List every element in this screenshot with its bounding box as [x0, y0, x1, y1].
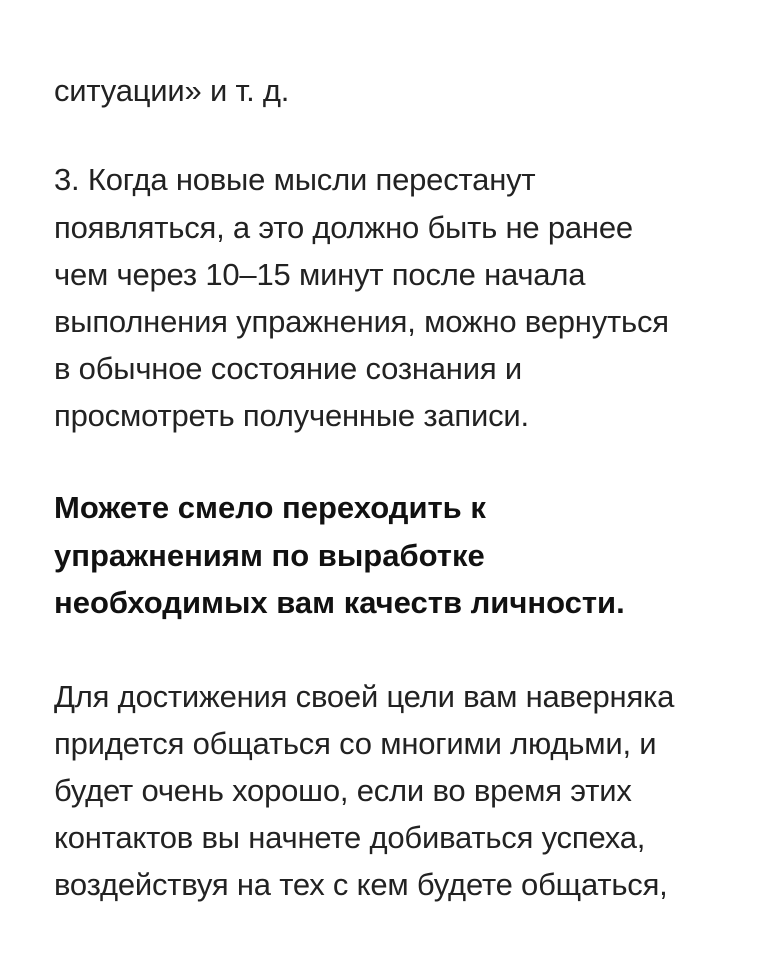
paragraph-line: просмотреть полученные записи. [54, 398, 529, 433]
paragraph-line: чем через 10–15 минут после начала [54, 257, 586, 292]
paragraph-line: выполнения упражнения, можно вернуться [54, 304, 669, 339]
paragraph-line: появляться, а это должно быть не ранее [54, 210, 633, 245]
paragraph-line: Для достижения своей цели вам наверняка [54, 679, 675, 714]
paragraph-line: воздействуя на тех с кем будете общаться, [54, 867, 668, 902]
paragraph-line: будет очень хорошо, если во время этих [54, 773, 632, 808]
paragraph-line: ситуации» и т. д. [54, 73, 290, 108]
paragraph-line: контактов вы начнете добиваться успеха, [54, 820, 646, 855]
paragraph-line: 3. Когда новые мысли перестанут [54, 162, 536, 197]
paragraph-line: придется общаться со многими людьми, и [54, 726, 657, 761]
paragraph-line: в обычное состояние сознания и [54, 351, 522, 386]
heading-line: необходимых вам качеств личности. [54, 585, 625, 620]
heading-line: Можете смело переходить к [54, 490, 486, 525]
heading-line: упражнениям по выработке [54, 538, 485, 573]
